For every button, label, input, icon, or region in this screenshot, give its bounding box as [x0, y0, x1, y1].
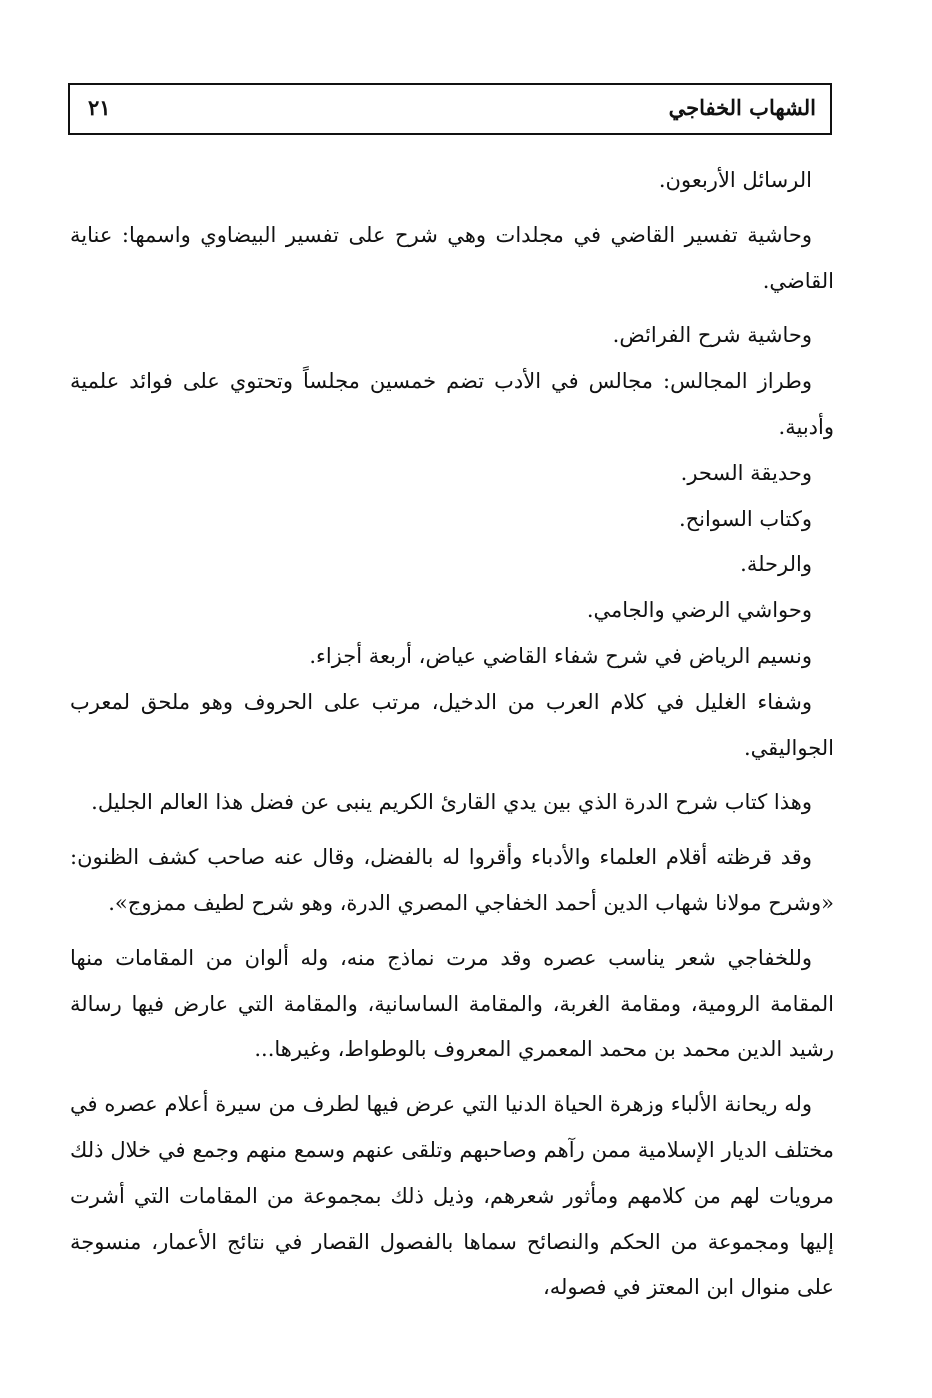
paragraph-7: والرحلة.: [740, 552, 812, 577]
paragraph-5: وحديقة السحر.: [680, 460, 812, 485]
paragraph-11: وهذا كتاب شرح الدرة الذي بين يدي القارئ الكريم ينبى عن فضل هذا العالم الجليل.: [91, 790, 812, 815]
paragraph-2: وحاشية تفسير القاضي في مجلدات وهي شرح على تفسير البيضاوي واسمها: عناية القاضي.: [70, 222, 834, 293]
paragraph-10: وشفاء الغليل في كلام العرب من الدخيل، مرتب على الحروف وهو ملحق لمعرب الجواليقي.: [70, 689, 834, 760]
paragraph-9: ونسيم الرياض في شرح شفاء القاضي عياض، أربعة أجزاء.: [309, 643, 812, 668]
paragraph-12: وقد قرظته أقلام العلماء والأدباء وأقروا له بالفضل، وقال عنه صاحب كشف الظنون: «وشرح مولانا شهاب الدين أحمد الخفاجي المصري الدرة، وهو شرح لطيف ممزوج».: [70, 845, 834, 915]
paragraph-13: وللخفاجي شعر يناسب عصره وقد مرت نماذج منه، وله ألوان من المقامات منها المقامة الرومية، ومقامة الغربة، والمقامة الساسانية، والمقامة التي عارض فيها رسالة رشيد الدين محمد بن محمد المعمري المعروف بالوطواط، وغيرها...: [70, 945, 834, 1062]
running-header: [68, 83, 832, 135]
page-number: ٢١: [88, 95, 111, 120]
paragraph-4: وطراز المجالس: مجالس في الأدب تضم خمسين مجلساً وتحتوي على فوائد علمية وأدبية.: [70, 369, 834, 439]
paragraph-6: وكتاب السوانح.: [678, 506, 812, 531]
paragraph-8: وحواشي الرضي والجامي.: [586, 598, 812, 623]
paragraph-1: الرسائل الأربعون.: [658, 168, 812, 192]
body-text: [70, 158, 834, 1311]
paragraph-14: وله ريحانة الألباء وزهرة الحياة الدنيا التي عرض فيها لطرف من سيرة أعلام عصره في مختلف الديار الإسلامية ممن رآهم وصاحبهم وتلقى عنهم وسمع منهم وجمع في خلال ذلك مرويات لهم من كلامهم ومأثور شعرهم، وذيل ذلك بمجموعة من المقامات التي أشرت إليها ومجموعة من الحكم والنصائح سماها بالفصول القصار في نتائج الأعمار، منسوجة على منوال ابن المعتز في فصوله،: [70, 1092, 834, 1300]
header-title: الشهاب الخفاجي: [668, 95, 816, 120]
paragraph-3: وحاشية شرح الفرائض.: [612, 323, 812, 348]
